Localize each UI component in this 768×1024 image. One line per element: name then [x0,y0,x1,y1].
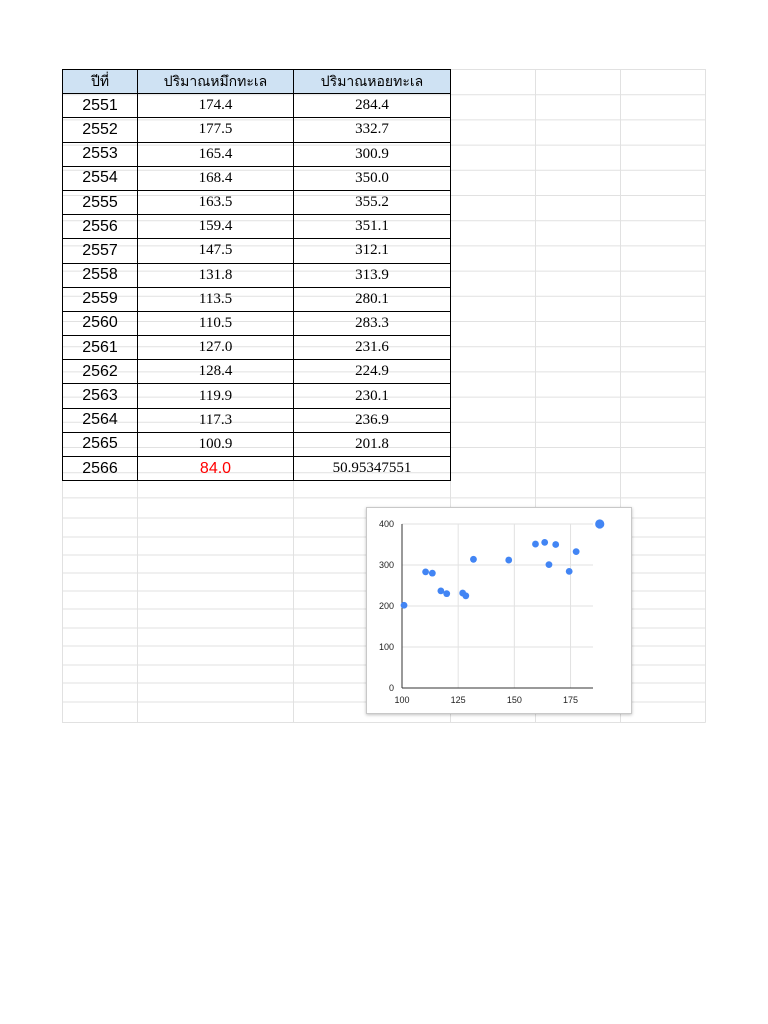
squid-cell[interactable]: 113.5 [138,287,294,311]
table-row [63,384,451,408]
y-tick-label: 300 [378,560,394,570]
shellfish-cell[interactable]: 230.1 [294,384,451,408]
table-row [63,215,451,239]
data-point[interactable] [401,602,408,609]
data-point[interactable] [552,541,559,548]
shellfish-cell[interactable]: 284.4 [294,94,451,118]
x-tick-label: 100 [394,695,410,705]
year-cell[interactable]: 2558 [63,263,138,287]
year-cell[interactable]: 2556 [63,215,138,239]
year-cell[interactable]: 2565 [63,432,138,456]
year-cell[interactable]: 2551 [63,94,138,118]
shellfish-cell[interactable]: 355.2 [294,190,451,214]
x-tick-label: 125 [450,695,466,705]
squid-cell[interactable]: 159.4 [138,215,294,239]
table-row [63,166,451,190]
table-row [63,287,451,311]
year-cell[interactable]: 2560 [63,311,138,335]
year-cell[interactable]: 2562 [63,360,138,384]
table-row [63,142,451,166]
shellfish-cell[interactable]: 332.7 [294,118,451,142]
header-year[interactable]: ปีที่ [63,70,138,94]
shellfish-cell[interactable]: 283.3 [294,311,451,335]
shellfish-cell[interactable]: 300.9 [294,142,451,166]
scatter-chart[interactable] [366,507,632,714]
year-cell[interactable]: 2564 [63,408,138,432]
y-tick-label: 0 [388,683,394,693]
header-shellfish-amount[interactable]: ปริมาณหอยทะเล [294,70,451,94]
table-row [63,263,451,287]
squid-cell[interactable]: 117.3 [138,408,294,432]
selected-data-point[interactable] [595,519,604,528]
table-row [63,190,451,214]
chart-plot [367,508,631,713]
y-tick-label: 100 [378,642,394,652]
x-tick-label: 150 [506,695,522,705]
data-point[interactable] [443,590,450,597]
table-header-row [63,70,451,94]
shellfish-cell[interactable]: 50.95347551 [294,457,451,481]
shellfish-cell[interactable]: 313.9 [294,263,451,287]
data-point[interactable] [462,592,469,599]
shellfish-cell[interactable]: 231.6 [294,336,451,360]
data-point[interactable] [470,556,477,563]
table-row [63,408,451,432]
squid-cell[interactable]: 174.4 [138,94,294,118]
year-cell[interactable]: 2566 [63,457,138,481]
table-row [63,457,451,481]
year-cell[interactable]: 2557 [63,239,138,263]
year-cell[interactable]: 2552 [63,118,138,142]
squid-cell[interactable]: 168.4 [138,166,294,190]
table-row [63,118,451,142]
year-cell[interactable]: 2559 [63,287,138,311]
shellfish-cell[interactable]: 312.1 [294,239,451,263]
squid-cell[interactable]: 127.0 [138,336,294,360]
squid-cell[interactable]: 84.0 [138,457,294,481]
header-squid-amount[interactable]: ปริมาณหมึกทะเล [138,70,294,94]
data-point[interactable] [573,548,580,555]
y-tick-label: 400 [378,519,394,529]
data-point[interactable] [532,541,539,548]
data-point[interactable] [541,539,548,546]
year-cell[interactable]: 2563 [63,384,138,408]
squid-cell[interactable]: 100.9 [138,432,294,456]
year-cell[interactable]: 2553 [63,142,138,166]
table-row [63,336,451,360]
table-row [63,94,451,118]
shellfish-cell[interactable]: 280.1 [294,287,451,311]
year-cell[interactable]: 2561 [63,336,138,360]
squid-cell[interactable]: 128.4 [138,360,294,384]
data-table [62,69,451,481]
data-point[interactable] [422,568,429,575]
shellfish-cell[interactable]: 201.8 [294,432,451,456]
shellfish-cell[interactable]: 236.9 [294,408,451,432]
table-row [63,432,451,456]
data-point[interactable] [437,587,444,594]
year-cell[interactable]: 2554 [63,166,138,190]
data-point[interactable] [505,557,512,564]
shellfish-cell[interactable]: 224.9 [294,360,451,384]
shellfish-cell[interactable]: 351.1 [294,215,451,239]
squid-cell[interactable]: 131.8 [138,263,294,287]
data-point[interactable] [566,568,573,575]
year-cell[interactable]: 2555 [63,190,138,214]
squid-cell[interactable]: 165.4 [138,142,294,166]
table-row [63,239,451,263]
data-point[interactable] [546,561,553,568]
squid-cell[interactable]: 177.5 [138,118,294,142]
squid-cell[interactable]: 163.5 [138,190,294,214]
shellfish-cell[interactable]: 350.0 [294,166,451,190]
x-tick-label: 175 [563,695,579,705]
data-point[interactable] [429,570,436,577]
table-row [63,311,451,335]
squid-cell[interactable]: 110.5 [138,311,294,335]
y-tick-label: 200 [378,601,394,611]
squid-cell[interactable]: 147.5 [138,239,294,263]
table-row [63,360,451,384]
squid-cell[interactable]: 119.9 [138,384,294,408]
